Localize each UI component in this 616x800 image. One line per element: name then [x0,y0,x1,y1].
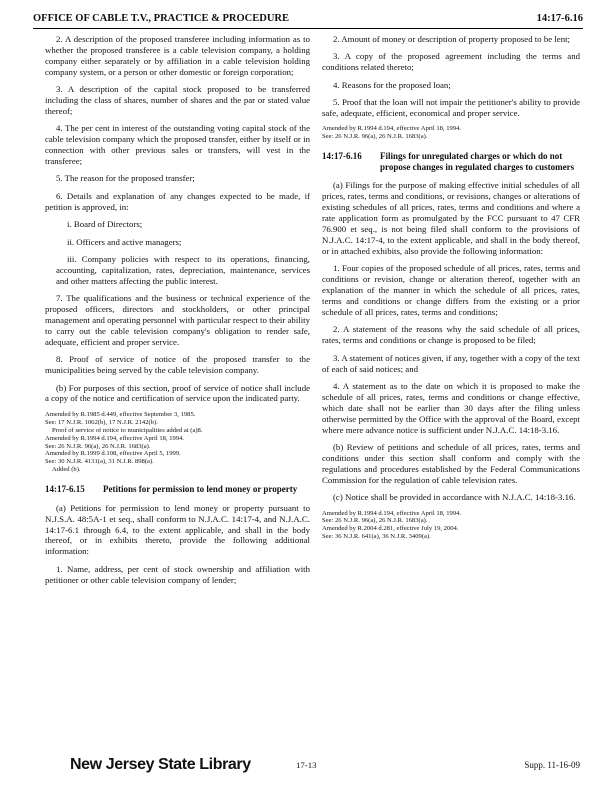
amendment-line: See: 26 N.J.R. 96(a), 26 N.J.R. 1683(a). [45,442,151,450]
paragraph: (c) Notice shall be provided in accordance with N.J.A.C. 14:18-3.16. [333,492,576,503]
amendment-line: See: 30 N.J.R. 4131(a), 31 N.J.R. 898(a). [45,458,154,466]
paragraph: 7. The qualifications and the business or technical experience of the proposed officers, directors and stockholders, or other principal management and operating personnel with particular respect to their ability to carry out the cable television company's obligation to render safe, adequate, efficient and proper service. [45,293,310,347]
header-section-number: 14:17-6.16 [536,13,583,24]
amendment-line: Amended by R.1994 d.194, effective April 18, 1994. [322,125,462,133]
paragraph: (a) Petitions for permission to lend money or property pursuant to N.J.S.A. 48:5A-1 et seq., shall conform to N.J.A.C. 14:17-4, and N.J.A.C. 14:17-6.1 through 6.4, to the extent applicable, and shall in the body thereof, or in exhibits thereto, provide the following additional information: [45,502,310,557]
amendment-history [322,510,580,542]
amendment-line: Amended by R.1985 d.449, effective September 3, 1985. [45,410,196,418]
page-footer [0,754,616,784]
left-column [45,34,310,592]
paragraph: 3. A copy of the proposed agreement including the terms and conditions related thereto; [322,51,580,73]
paragraph: 5. Proof that the loan will not impair the petitioner's ability to provide safe, adequate, efficient, economical and proper service. [322,97,580,119]
library-stamp: New Jersey State Library [70,756,251,773]
amendment-line: Amended by R.2004 d.281, effective July 19, 2004. [322,525,459,533]
paragraph: (b) For purposes of this section, proof of service of notice shall include a copy of the notice and certification of service upon the indicated party. [45,382,310,404]
header-title: OFFICE OF CABLE T.V., PRACTICE & PROCEDURE [33,13,290,24]
section-title: Petitions for permission to lend money or property [103,484,298,495]
section-title: Filings for unregulated charges or which do not propose changes in regulated charges to customers [380,151,575,172]
paragraph: (a) Filings for the purpose of making effective initial schedules of all prices, rates, terms and conditions, or revisions, changes or alterations of existing schedules of all prices, rates, terms and conditions and where a rate application form as promulgated by the FCC pursuant to 47 CFR 76.900 et seq., is not being filed shall conform to the provisions of N.J.A.C. 14:17-4, to the extent applicable, and shall in the body thereof, or in attached exhibits, also provide the following information: [322,180,580,256]
right-column [322,34,580,551]
section-heading [322,151,580,172]
section-number: 14:17-6.15 [45,484,85,495]
paragraph: 4. A statement as to the date on which it is proposed to make the schedule of all prices, rates, terms and conditions or change effective, which date shall not be earlier than 30 days after the filing unless otherwise permitted by the Office with the approval of the Board, except where mere advance notice is sufficient under N.J.A.C. 14:18-3.16. [322,380,580,435]
amendment-line: Amended by R.1994 d.194, effective April 18, 1994. [45,434,185,442]
supplement-date: Supp. 11-16-09 [524,760,580,770]
paragraph: 2. A description of the proposed transferee including information as to whether the proposed transferee is a cable television company, a holding company either separately or by affiliation in a cable television holding company system, or a person or other domestic or foreign corporation; [45,34,310,77]
sub-item: ii. Officers and active managers; [67,236,182,247]
amendment-line: Added (b). [52,466,81,474]
sub-item: iii. Company policies with respect to its operations, financing, accounting, capitalization, rates, depreciation, maintenance, services and other matters affecting the public interest. [56,254,310,286]
paragraph: 4. Reasons for the proposed loan; [333,79,451,90]
amendment-line: See: 26 N.J.R. 96(a), 26 N.J.R. 1683(a). [322,517,428,525]
section-heading [45,484,310,495]
paragraph: (b) Review of petitions and schedule of all prices, rates, terms and conditions under this section shall conform and comply with the regulations and procedures established by the Federal Communications Commission for the regulation of cable television rates. [322,442,580,485]
amendment-history [322,125,580,141]
sub-item: i. Board of Directors; [67,219,143,230]
paragraph: 5. The reason for the proposed transfer; [56,173,195,184]
amendment-line: See: 36 N.J.R. 641(a), 36 N.J.R. 3409(a). [322,533,431,541]
paragraph: 3. A description of the capital stock proposed to be transferred including the class of shares, number of shares and the par or stated value thereof; [45,84,310,116]
paragraph: 3. A statement of notices given, if any, together with a copy of the text of each of said notices; and [322,352,580,374]
paragraph: 1. Name, address, per cent of stock ownership and affiliation with petitioner or other cable television company of lender; [45,563,310,585]
amendment-history [45,411,310,474]
paragraph: 2. A statement of the reasons why the said schedule of all prices, rates, terms and conditions or change is proposed to be filed; [322,324,580,346]
paragraph: 4. The per cent in interest of the outstanding voting capital stock of the cable television company which the proposed transfer, either by itself or in connection with other previous sales or transfers, will vest in the transferee; [45,123,310,167]
paragraph: 2. Amount of money or description of property proposed to be lent; [333,34,570,44]
running-header [33,10,583,29]
amendment-line: Amended by R.1994 d.194, effective April 18, 1994. [322,509,462,517]
paragraph: 8. Proof of service of notice of the proposed transfer to the municipalities being served by the cable television company. [45,354,310,376]
section-number: 14:17-6.16 [322,151,362,162]
amendment-line: Amended by R.1999 d.108, effective April 5, 1999. [45,450,181,458]
amendment-line: Proof of service of notice to municipalities added at (a)8. [52,426,203,434]
amendment-line: See: 17 N.J.R. 1062(b), 17 N.J.R. 2142(b). [45,418,158,426]
paragraph: 6. Details and explanation of any changes expected to be made, if petition is approved, in: [45,190,310,212]
amendment-line: See: 26 N.J.R. 96(a), 26 N.J.R. 1683(a). [322,133,428,141]
page-number: 17-13 [296,760,317,770]
paragraph: 1. Four copies of the proposed schedule of all prices, rates, terms and conditions or revision, change or alteration thereof, together with an explanation of the manner in which the schedule of all prices, rates, terms and conditions or change differs from the existing or a prior schedule of all prices, rates, terms and conditions; [322,263,580,317]
